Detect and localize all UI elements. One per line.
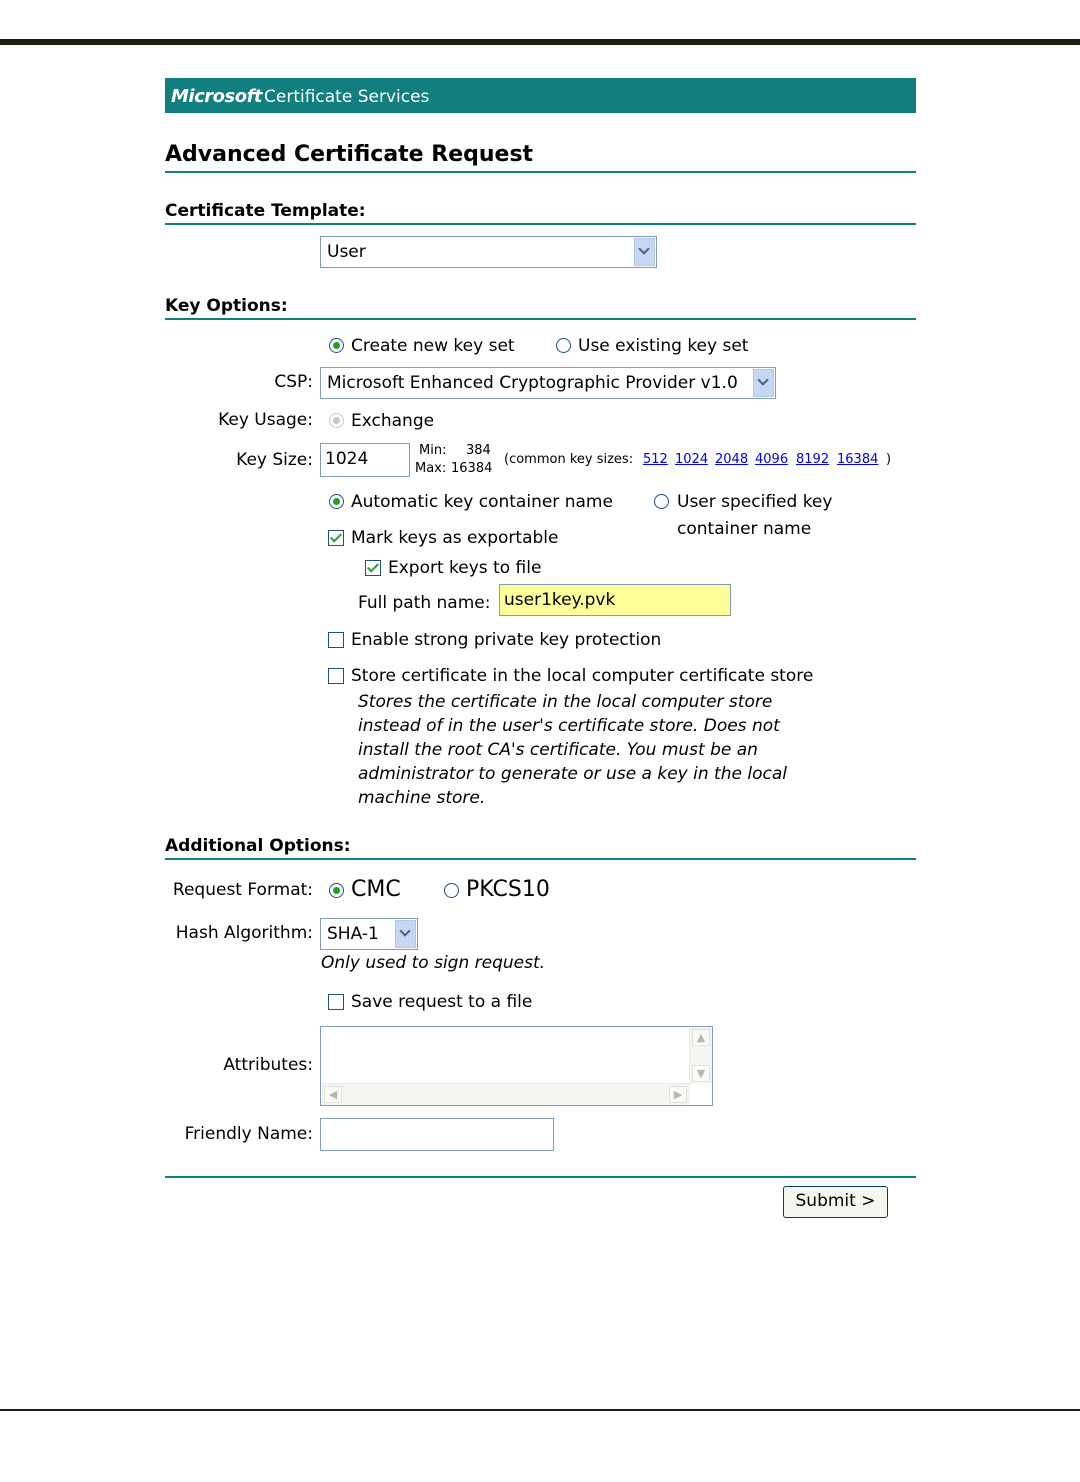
chevron-down-icon[interactable] xyxy=(753,369,774,397)
key-size-max-label: Max: xyxy=(415,461,447,476)
attributes-label: Attributes: xyxy=(223,1055,313,1075)
pkcs10-radio[interactable] xyxy=(444,883,459,898)
mark-exportable-label: Mark keys as exportable xyxy=(351,528,559,548)
key-usage-exchange-radio[interactable] xyxy=(329,413,344,428)
attributes-textarea[interactable] xyxy=(320,1026,713,1106)
description-line: Stores the certificate in the local computer store xyxy=(358,692,773,712)
key-size-label: Key Size: xyxy=(236,450,313,470)
description-line: instead of in the user's certificate store. Does not xyxy=(358,716,780,736)
strong-protection-checkbox[interactable] xyxy=(328,632,344,648)
key-size-link-2048[interactable]: 2048 xyxy=(715,452,749,467)
cmc-radio[interactable] xyxy=(329,883,344,898)
section-rule xyxy=(165,223,916,225)
request-format-label: Request Format: xyxy=(172,880,313,900)
key-usage-label: Key Usage: xyxy=(218,410,313,430)
user-specified-container-label: User specified key xyxy=(677,492,833,512)
local-store-description xyxy=(358,690,818,810)
submit-button[interactable]: Submit > xyxy=(783,1186,888,1218)
scroll-up-icon[interactable]: ▲ xyxy=(692,1029,710,1046)
key-options-heading: Key Options: xyxy=(165,296,288,316)
use-existing-key-set-radio[interactable] xyxy=(556,338,571,353)
key-usage-exchange-label: Exchange xyxy=(351,411,435,431)
description-line: install the root CA's certificate. You must be an xyxy=(358,740,758,760)
export-to-file-label: Export keys to file xyxy=(388,558,542,578)
horizontal-scrollbar[interactable] xyxy=(321,1083,690,1105)
section-rule xyxy=(165,318,916,320)
full-path-input[interactable] xyxy=(499,584,731,616)
local-store-label: Store certificate in the local computer certificate store xyxy=(351,666,814,686)
user-specified-container-label-2: container name xyxy=(677,519,812,539)
vertical-scrollbar[interactable] xyxy=(689,1027,712,1084)
scroll-down-icon[interactable]: ▼ xyxy=(692,1065,710,1082)
key-size-min-value: 384 xyxy=(466,443,491,458)
scroll-right-icon[interactable]: ▶ xyxy=(669,1086,687,1103)
scroll-left-icon[interactable]: ◀ xyxy=(324,1086,342,1103)
brand-logo-text: Microsoft xyxy=(171,86,263,107)
key-size-max-value: 16384 xyxy=(451,461,493,476)
chevron-down-icon[interactable] xyxy=(395,920,416,948)
description-line: administrator to generate or use a key in the local xyxy=(358,764,787,784)
footer-rule xyxy=(165,1176,916,1178)
hash-algorithm-select[interactable] xyxy=(320,918,418,950)
top-border xyxy=(0,39,1080,45)
key-size-link-16384[interactable]: 16384 xyxy=(837,452,879,467)
pkcs10-label: PKCS10 xyxy=(466,877,550,902)
title-rule xyxy=(165,171,916,173)
description-line: machine store. xyxy=(358,788,486,808)
csp-label: CSP: xyxy=(274,372,313,392)
common-key-sizes-suffix: ) xyxy=(886,452,892,467)
create-key-set-radio[interactable] xyxy=(329,338,344,353)
common-key-sizes-prefix: (common key sizes: xyxy=(504,452,634,467)
hash-algorithm-label: Hash Algorithm: xyxy=(175,923,313,943)
key-size-link-8192[interactable]: 8192 xyxy=(796,452,830,467)
section-rule xyxy=(165,858,916,860)
hash-algorithm-note: Only used to sign request. xyxy=(321,953,546,973)
key-size-input[interactable] xyxy=(320,443,410,477)
key-size-link-512[interactable]: 512 xyxy=(643,452,668,467)
certificate-template-select[interactable] xyxy=(320,236,657,268)
key-size-link-1024[interactable]: 1024 xyxy=(675,452,709,467)
create-key-set-label: Create new key set xyxy=(351,336,515,356)
automatic-container-label: Automatic key container name xyxy=(351,492,613,512)
friendly-name-input[interactable] xyxy=(320,1118,554,1151)
csp-select[interactable] xyxy=(320,367,776,399)
csp-value: Microsoft Enhanced Cryptographic Provider v1.0 xyxy=(327,373,738,393)
header-banner xyxy=(165,78,916,113)
friendly-name-label: Friendly Name: xyxy=(184,1124,313,1144)
bottom-border xyxy=(0,1409,1080,1411)
full-path-label: Full path name: xyxy=(358,593,491,613)
additional-options-heading: Additional Options: xyxy=(165,836,351,856)
key-size-link-4096[interactable]: 4096 xyxy=(755,452,789,467)
product-name: Certificate Services xyxy=(264,87,430,107)
local-store-checkbox[interactable] xyxy=(328,668,344,684)
save-request-checkbox[interactable] xyxy=(328,994,344,1010)
key-size-value: 1024 xyxy=(325,449,369,469)
automatic-container-radio[interactable] xyxy=(329,494,344,509)
hash-algorithm-value: SHA-1 xyxy=(327,924,379,944)
strong-protection-label: Enable strong private key protection xyxy=(351,630,662,650)
full-path-value: user1key.pvk xyxy=(504,590,616,610)
use-existing-key-set-label: Use existing key set xyxy=(578,336,749,356)
save-request-label: Save request to a file xyxy=(351,992,533,1012)
certificate-template-heading: Certificate Template: xyxy=(165,201,366,221)
user-specified-container-radio[interactable] xyxy=(654,494,669,509)
key-size-min-label: Min: xyxy=(419,443,447,458)
page-title: Advanced Certificate Request xyxy=(165,142,534,167)
cmc-label: CMC xyxy=(351,877,401,902)
chevron-down-icon[interactable] xyxy=(634,238,655,266)
certificate-template-value: User xyxy=(327,242,366,262)
mark-exportable-checkbox[interactable] xyxy=(328,530,344,546)
export-to-file-checkbox[interactable] xyxy=(365,560,381,576)
